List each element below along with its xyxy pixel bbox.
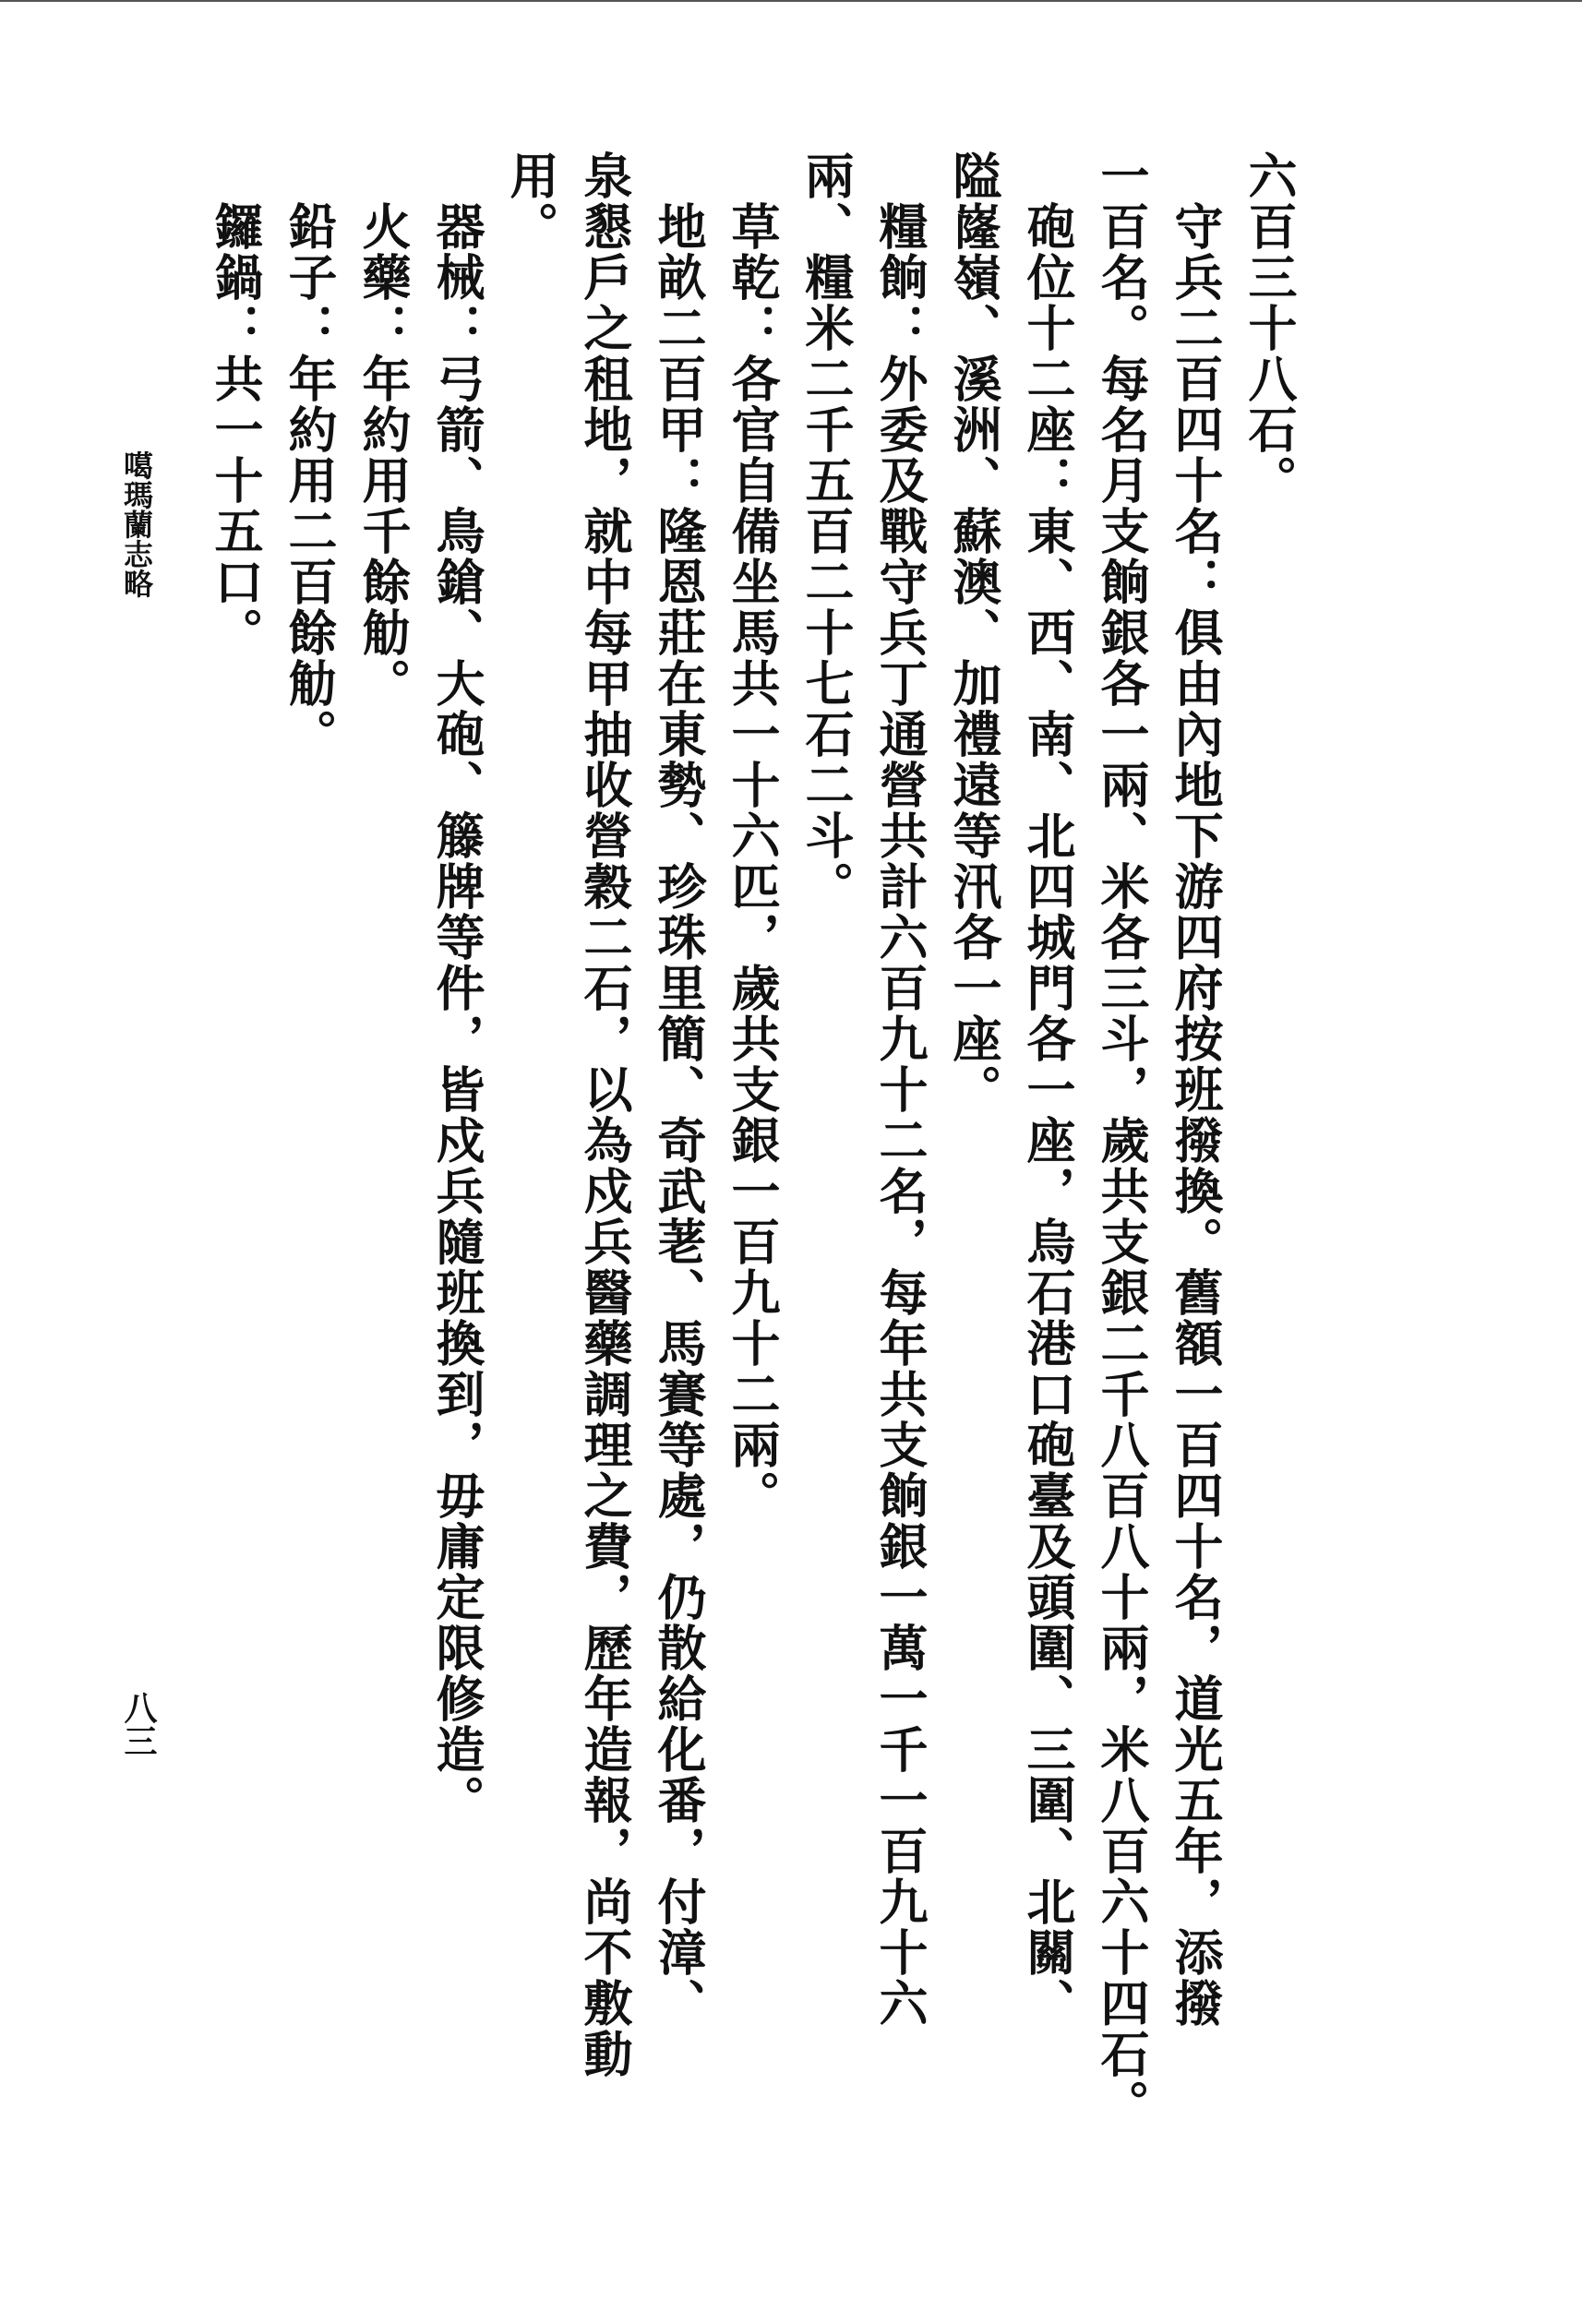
text-column-13: 火藥：年約用千餘觔。 bbox=[354, 150, 412, 709]
text-column-8: 草乾：各官自備坐馬共一十六匹，歲共支銀一百九十二兩。 bbox=[724, 150, 781, 1521]
top-border-line bbox=[0, 0, 1582, 2]
text-column-4: 砲位十二座：東、西、南、北四城門各一座，烏石港口砲臺及頭圍、三圍、北關、 bbox=[1019, 150, 1076, 2029]
text-column-10: 泉懇戶之租地，就中每甲抽收營穀二石，以為戍兵醫藥調理之費，歷年造報，尚不敷動 bbox=[576, 150, 633, 2079]
page-number: 八三 bbox=[119, 1691, 158, 1757]
text-column-15: 鑼鍋：共一十五口。 bbox=[207, 150, 264, 658]
text-column-12: 器械：弓箭、鳥鎗、大砲、籐牌等件，皆戍兵隨班換到，毋庸定限修造。 bbox=[428, 150, 485, 1826]
text-column-7: 兩、糧米二千五百二十七石二斗。 bbox=[797, 150, 855, 912]
text-column-2: 守兵二百四十名：俱由內地下游四府按班撥換。舊額一百四十名，道光五年，添撥 bbox=[1167, 150, 1224, 2029]
book-title-footer: 噶瑪蘭志略 bbox=[119, 450, 154, 598]
text-column-14: 鉛子：年約用二百餘觔。 bbox=[281, 150, 338, 760]
text-column-11: 用。 bbox=[502, 150, 559, 252]
text-column-1: 六百三十八石。 bbox=[1240, 150, 1298, 506]
text-column-6: 糧餉：外委及戰守兵丁通營共計六百九十二名，每年共支餉銀一萬一千一百九十六 bbox=[871, 150, 929, 2029]
text-column-3: 一百名。每名月支餉銀各一兩、米各三斗，歲共支銀二千八百八十兩，米八百六十四石。 bbox=[1093, 150, 1150, 2130]
text-column-9: 地畝二百甲：隆恩莊在東勢、珍珠里簡、奇武荖、馬賽等處，仍散給化番，付漳、 bbox=[650, 150, 707, 2029]
text-column-5: 隘嶐嶺、溪洲、蘇澳、加禮遠等汛各一座。 bbox=[945, 150, 1002, 1115]
